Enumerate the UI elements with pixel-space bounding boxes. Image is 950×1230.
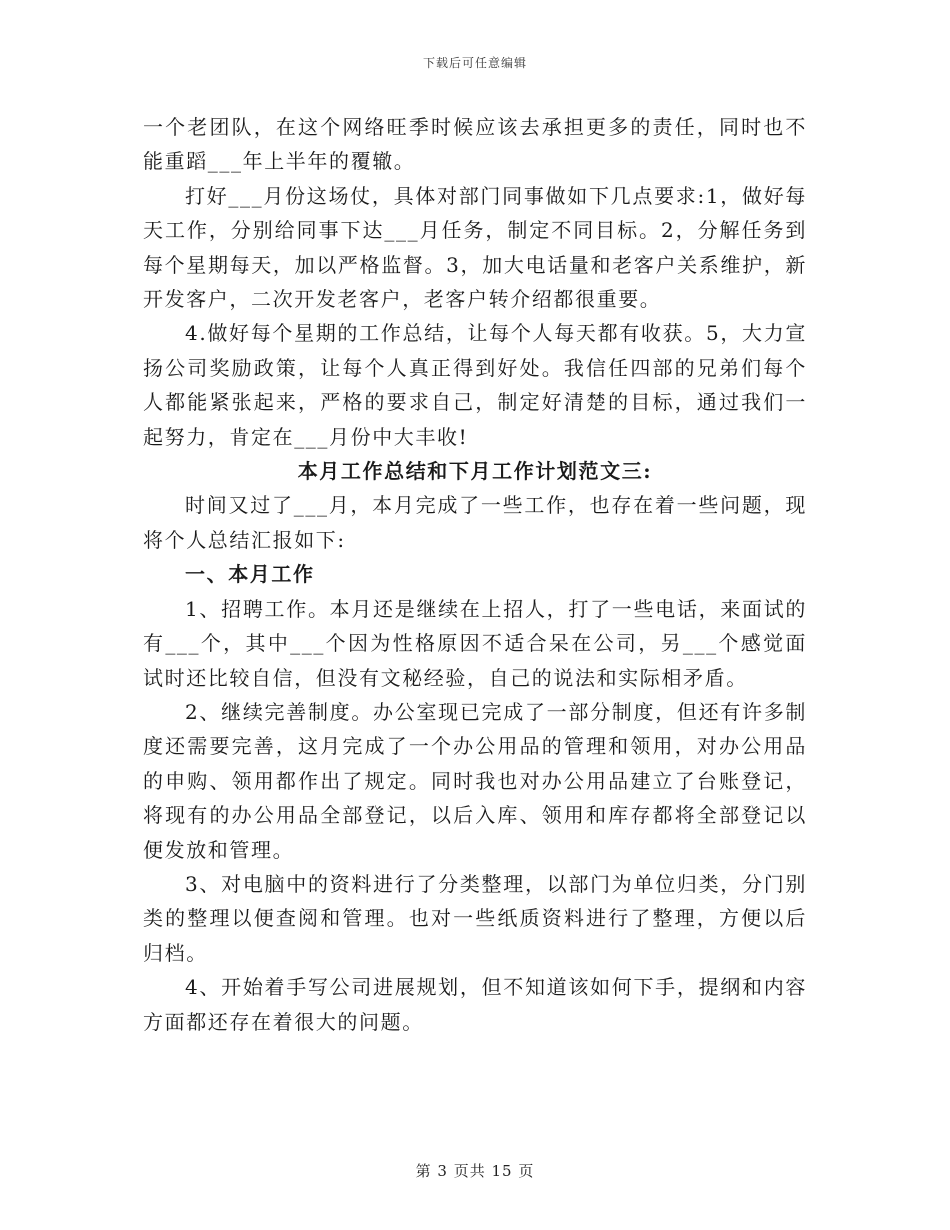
paragraph-4: 时间又过了___月，本月完成了一些工作，也存在着一些问题，现将个人总结汇报如下: [143, 493, 807, 552]
document-body [143, 110, 807, 1039]
section-heading: 本月工作总结和下月工作计划范文三: [297, 459, 653, 484]
page-header: 下载后可任意编辑 [422, 56, 527, 70]
paragraph-8: 4、开始着手写公司进展规划，但不知道该如何下手，提纲和内容方面都还存在着很大的问题。 [143, 975, 807, 1034]
paragraph-3: 4.做好每个星期的工作总结，让每个人每天都有收获。5，大力宣扬公司奖励政策，让每个人真正得到好处。我信任四部的兄弟们每个人都能紧张起来，严格的要求自己，制定好清楚的目标，通过我们一起努力，肯定在___月份中大丰收! [143, 321, 807, 449]
paragraph-6: 2、继续完善制度。办公室现已完成了一部分制度，但还有许多制度还需要完善，这月完成了一个办公用品的管理和领用，对办公用品的申购、领用都作出了规定。同时我也对办公用品建立了台账登记，将现有的办公用品全部登记，以后入库、领用和库存都将全部登记以便发放和管理。 [143, 699, 807, 862]
paragraph-2: 打好___月份这场仗，具体对部门同事做如下几点要求:1，做好每天工作，分别给同事下达___月任务，制定不同目标。2，分解任务到每个星期每天，加以严格监督。3，加大电话量和老客户关系维护，新开发客户，二次开发老客户，老客户转介绍都很重要。 [143, 183, 807, 312]
page-number: 第 3 页共 15 页 [415, 1162, 535, 1180]
paragraph-5: 1、招聘工作。本月还是继续在上招人，打了一些电话，来面试的有___个，其中___个因为性格原因不适合呆在公司，另___个感觉面试时还比较自信，但没有文秘经验，自己的说法和实际相矛盾。 [143, 596, 807, 690]
paragraph-7: 3、对电脑中的资料进行了分类整理，以部门为单位归类，分门别类的整理以便查阅和管理。也对一些纸质资料进行了整理，方便以后归档。 [143, 871, 807, 965]
paragraph-1: 一个老团队，在这个网络旺季时候应该去承担更多的责任，同时也不能重蹈___年上半年的覆辙。 [143, 115, 807, 174]
section-subheading: 一、本月工作 [185, 562, 315, 587]
